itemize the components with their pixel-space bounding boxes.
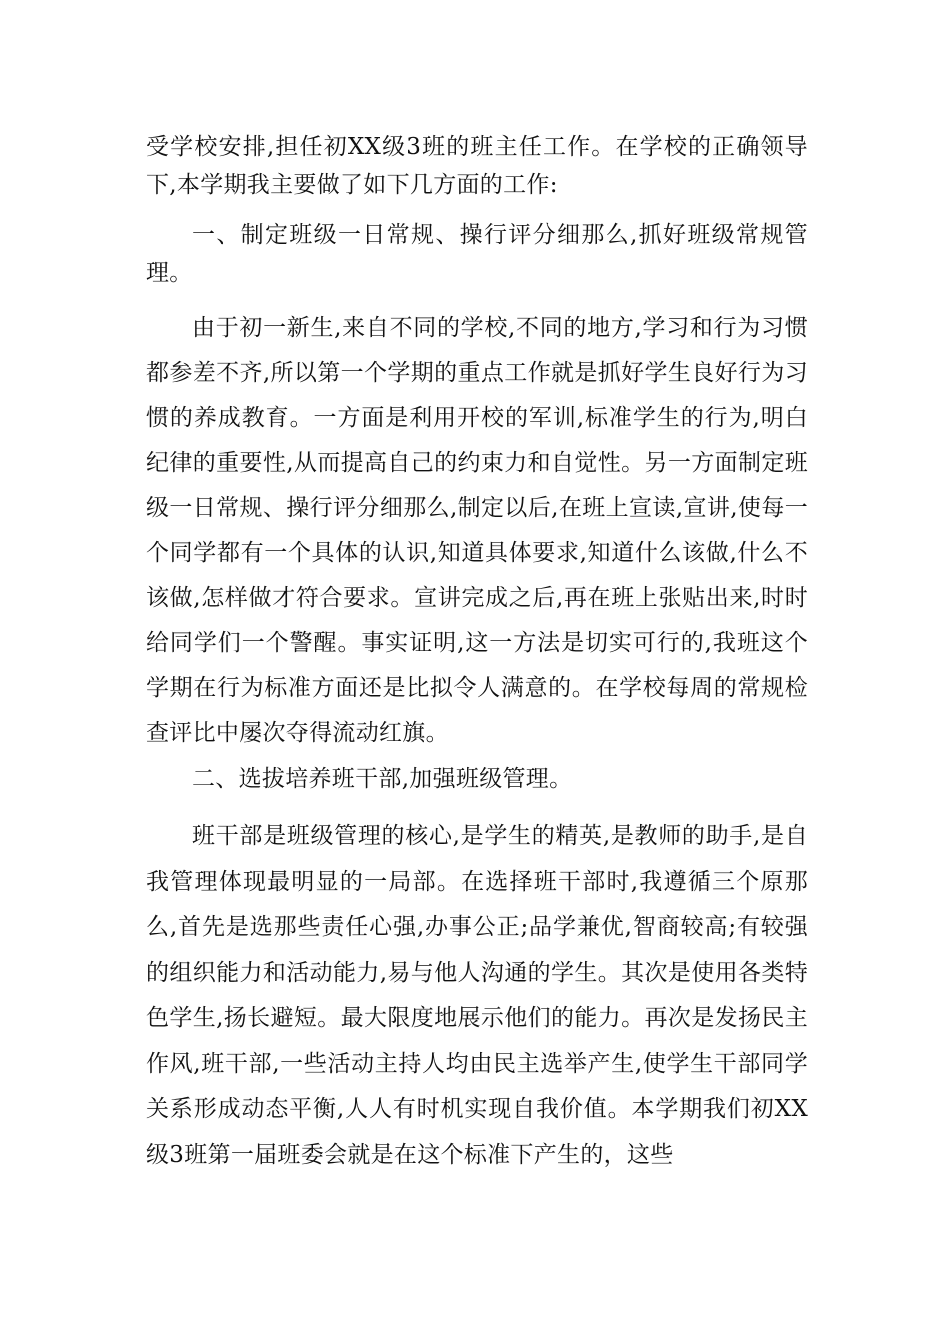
- section-heading-1: 一、制定班级一日常规、操行评分细那么,抓好班级常规管理。: [146, 222, 808, 286]
- section-heading-2: 二、选拔培养班干部,加强班级管理。: [192, 766, 573, 792]
- document-body: [146, 128, 808, 1178]
- section-body-2: 班干部是班级管理的核心,是学生的精英,是教师的助手,是自我管理体现最明显的一局部。在选择班干部时,我遵循三个原那么,首先是选那些责任心强,办事公正;品学兼优,智商较高;有较强的组织能力和活动能力,易与他人沟通的学生。其次是使用各类特色学生,扬长避短。最大限度地展示他们的能力。再次是发扬民主作风,班干部,一些活动主持人均由民主选举产生,使学生干部同学关系形成动态平衡,人人有时机实现自我价值。本学期我们初XX级3班第一届班委会就是在这个标准下产生的，这些: [146, 823, 808, 1168]
- intro-paragraph: 受学校安排,担任初XX级3班的班主任工作。在学校的正确领导下,本学期我主要做了如下几方面的工作:: [146, 134, 808, 198]
- section-body-1: 由于初一新生,来自不同的学校,不同的地方,学习和行为习惯都参差不齐,所以第一个学期的重点工作就是抓好学生良好行为习惯的养成教育。一方面是利用开校的军训,标准学生的行为,明白纪律的重要性,从而提高自己的约束力和自觉性。另一方面制定班级一日常规、操行评分细那么,制定以后,在班上宣读,宣讲,使每一个同学都有一个具体的认识,知道具体要求,知道什么该做,什么不该做,怎样做才符合要求。宣讲完成之后,再在班上张贴出来,时时给同学们一个警醒。事实证明,这一方法是切实可行的,我班这个学期在行为标准方面还是比拟令人满意的。在学校每周的常规检查评比中屡次夺得流动红旗。: [146, 315, 808, 746]
